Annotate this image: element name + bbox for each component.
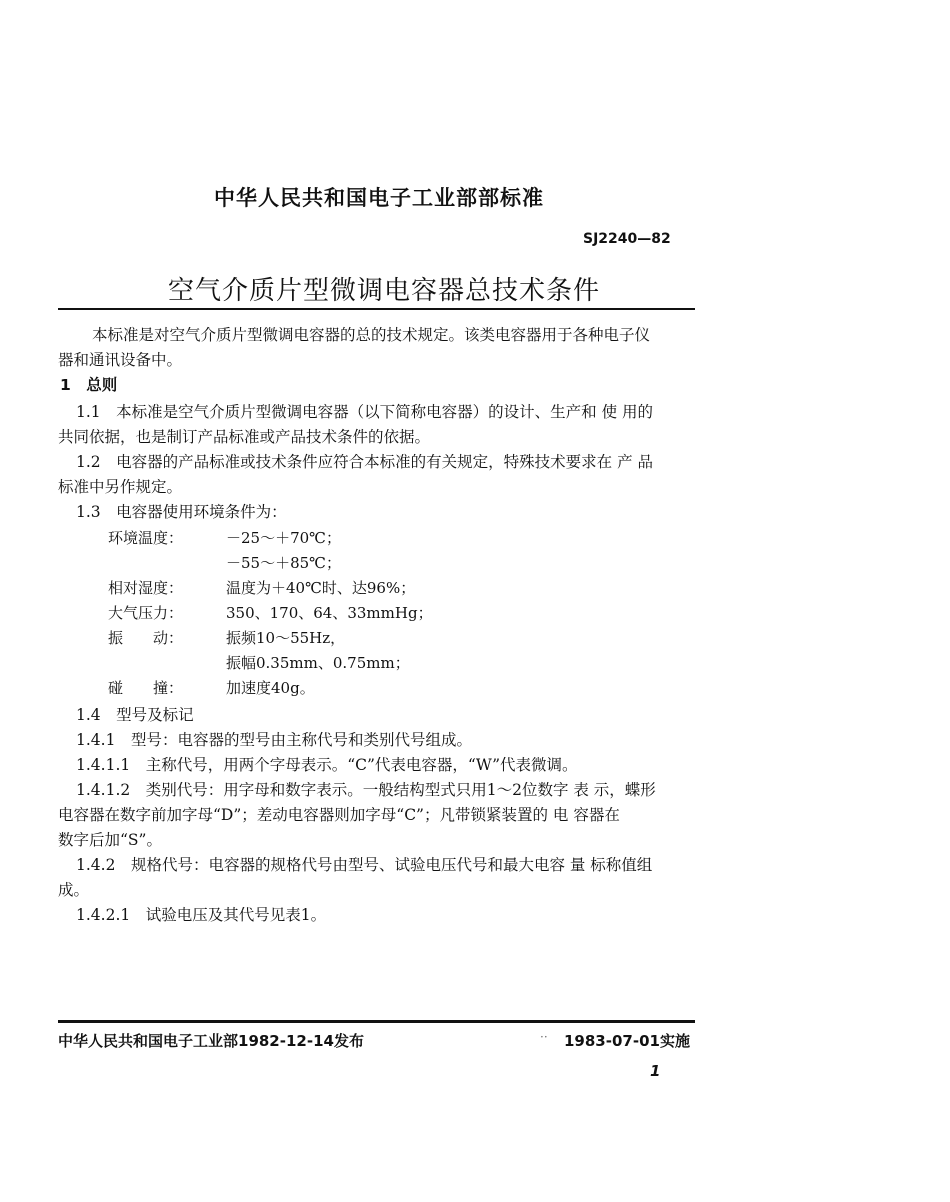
- clause-1-2-line-1: 1.2 电容器的产品标准或技术条件应符合本标准的有关规定，特殊技术要求在 产 品: [76, 453, 654, 471]
- env-humidity-value: 温度为＋40℃时、达96%；: [226, 579, 416, 597]
- env-vibration-value-2: 振幅0.35mm、0.75mm；: [226, 654, 410, 672]
- effective-date: 1983-07-01实施: [564, 1032, 690, 1050]
- issue-date: 中华人民共和国电子工业部1982-12-14发布: [58, 1032, 364, 1050]
- footer-divider: [58, 1020, 695, 1023]
- clause-1-4-1-2-line-2: 电容器在数字前加字母“D”；差动电容器则加字母“C”；凡带锁紧装置的 电 容器在: [58, 806, 620, 824]
- env-temperature-value-1: －25～＋70℃；: [226, 529, 341, 547]
- env-shock-value: 加速度40g。: [226, 679, 315, 697]
- document-title: 空气介质片型微调电容器总技术条件: [168, 276, 601, 306]
- env-temperature-value-2: －55～＋85℃；: [226, 554, 341, 572]
- clause-1-4-2-line-1: 1.4.2 规格代号：电容器的规格代号由型号、试验电压代号和最大电容 量 标称值组: [76, 856, 653, 874]
- env-vibration-label: 振 动：: [108, 629, 184, 647]
- intro-line-2: 器和通讯设备中。: [58, 351, 183, 369]
- intro-line-1: 本标准是对空气介质片型微调电容器的总的技术规定。该类电容器用于各种电子仪: [92, 326, 651, 344]
- env-temperature-label: 环境温度：: [108, 529, 184, 547]
- env-humidity-label: 相对湿度：: [108, 579, 184, 597]
- issuing-organization: 中华人民共和国电子工业部部标准: [214, 186, 544, 210]
- clause-1-4-2-1: 1.4.2.1 试验电压及其代号见表1。: [76, 906, 327, 924]
- footer-dots: ··: [540, 1030, 548, 1044]
- title-divider: [58, 308, 695, 310]
- clause-1-4: 1.4 型号及标记: [76, 706, 194, 724]
- clause-1-4-1: 1.4.1 型号：电容器的型号由主称代号和类别代号组成。: [76, 731, 472, 749]
- clause-1-4-1-2-line-3: 数字后加“S”。: [58, 831, 162, 849]
- env-pressure-value: 350、170、64、33mmHg；: [226, 604, 433, 622]
- page-number: 1: [650, 1062, 661, 1080]
- env-shock-label: 碰 撞：: [108, 679, 184, 697]
- clause-1-2-line-2: 标准中另作规定。: [58, 478, 183, 496]
- env-vibration-value-1: 振频10～55Hz，: [226, 629, 346, 647]
- clause-1-4-2-line-2: 成。: [58, 881, 90, 899]
- clause-1-1-line-2: 共同依据，也是制订产品标准或产品技术条件的依据。: [58, 428, 431, 446]
- clause-1-3: 1.3 电容器使用环境条件为：: [76, 503, 287, 521]
- clause-1-4-1-1: 1.4.1.1 主称代号，用两个字母表示。“C”代表电容器，“W”代表微调。: [76, 756, 578, 774]
- section-1-heading: 1 总则: [60, 376, 118, 394]
- standard-number: SJ2240—82: [583, 231, 671, 247]
- env-pressure-label: 大气压力：: [108, 604, 184, 622]
- clause-1-4-1-2-line-1: 1.4.1.2 类别代号：用字母和数字表示。一般结构型式只用1～2位数字 表 示，蝶形: [76, 781, 656, 799]
- clause-1-1-line-1: 1.1 本标准是空气介质片型微调电容器（以下简称电容器）的设计、生产和 使 用的: [76, 403, 654, 421]
